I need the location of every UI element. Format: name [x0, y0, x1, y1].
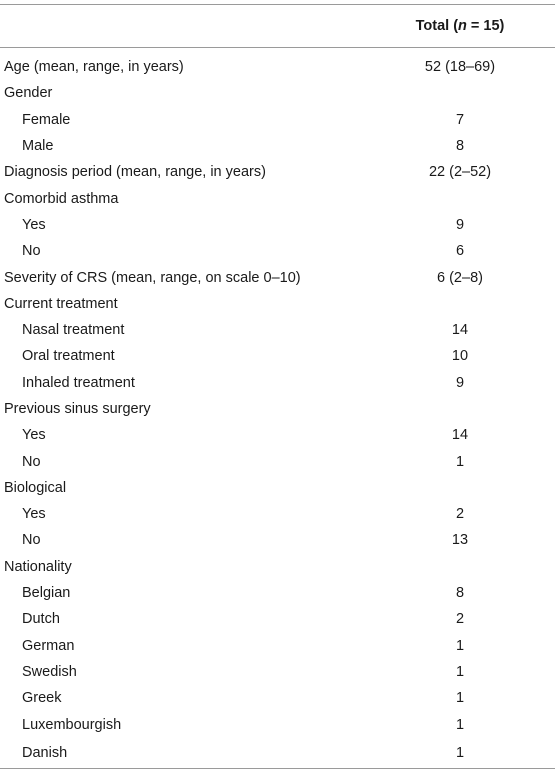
row-label: Previous sinus surgery — [4, 401, 151, 417]
row-value: 7 — [455, 111, 465, 128]
table-row — [0, 107, 555, 133]
table-row — [0, 659, 555, 685]
header-total-prefix: Total ( — [415, 18, 459, 34]
row-value — [365, 80, 555, 106]
table-row — [0, 711, 555, 737]
header-total-suffix: = 15) — [466, 18, 505, 34]
table-row — [0, 422, 555, 448]
row-label: Nationality — [4, 558, 72, 575]
demographics-table — [0, 4, 555, 769]
row-value: 8 — [455, 585, 465, 602]
table-row — [0, 370, 555, 396]
row-sublabel: Swedish — [22, 663, 77, 680]
table-row — [0, 238, 555, 264]
row-sublabel: Yes — [22, 216, 46, 233]
row-value: 22 (2–52) — [428, 164, 492, 181]
row-sublabel: No — [22, 532, 41, 549]
row-value: 9 — [455, 374, 465, 391]
table-row — [0, 396, 555, 422]
table-row — [0, 212, 555, 238]
row-value — [365, 291, 555, 317]
row-sublabel: Oral treatment — [22, 348, 115, 365]
row-value: 10 — [451, 348, 469, 365]
table-row — [0, 475, 555, 501]
row-value: 14 — [451, 322, 469, 339]
table-row — [0, 185, 555, 211]
table-row — [0, 685, 555, 711]
header-total-n: n — [458, 18, 467, 34]
row-sublabel: Inhaled treatment — [22, 374, 135, 391]
table-row — [0, 133, 555, 159]
row-value: 1 — [365, 738, 555, 769]
table-row — [0, 554, 555, 580]
table-row — [0, 291, 555, 317]
row-value — [365, 554, 555, 580]
row-sublabel: Nasal treatment — [22, 322, 125, 339]
row-value: 1 — [455, 690, 465, 707]
row-sublabel: Danish — [0, 738, 365, 769]
row-sublabel: Belgian — [22, 585, 71, 602]
row-value: 14 — [451, 427, 469, 444]
table-row — [0, 527, 555, 553]
row-label: Gender — [4, 85, 53, 102]
row-sublabel: Dutch — [22, 611, 60, 628]
table-row — [0, 80, 555, 106]
row-label: Age (mean, range, in years) — [4, 59, 184, 76]
table-row — [0, 580, 555, 606]
table-row — [0, 738, 555, 769]
row-label: Biological — [4, 479, 67, 496]
row-value: 2 — [455, 611, 465, 628]
row-value — [365, 185, 555, 211]
row-value: 1 — [455, 716, 465, 733]
table-body — [0, 48, 555, 769]
row-sublabel: No — [22, 453, 41, 470]
row-value: 9 — [455, 216, 465, 233]
header-total-cell — [365, 5, 555, 48]
row-value: 8 — [455, 138, 465, 155]
row-label: Comorbid asthma — [4, 190, 119, 207]
row-sublabel: Greek — [22, 690, 62, 707]
row-value: 52 (18–69) — [424, 59, 496, 76]
row-sublabel: Yes — [22, 427, 46, 444]
row-label: Current treatment — [4, 295, 118, 312]
row-value: 2 — [455, 506, 465, 523]
row-sublabel: German — [22, 637, 75, 654]
row-sublabel: Female — [22, 111, 71, 128]
row-value — [365, 396, 555, 422]
row-value: 6 — [455, 243, 465, 260]
table-row — [0, 633, 555, 659]
row-value: 13 — [451, 532, 469, 549]
row-sublabel: Luxembourgish — [22, 716, 122, 733]
row-label: Diagnosis period (mean, range, in years) — [4, 164, 266, 181]
row-value: 1 — [455, 663, 465, 680]
table-row — [0, 159, 555, 185]
table-header — [0, 5, 555, 48]
row-value — [365, 475, 555, 501]
table-row — [0, 317, 555, 343]
header-row — [0, 5, 555, 48]
table-row — [0, 606, 555, 632]
row-value: 6 (2–8) — [437, 269, 483, 286]
row-value: 1 — [455, 453, 465, 470]
table-row — [0, 448, 555, 474]
header-label-cell — [0, 5, 365, 48]
row-sublabel: No — [22, 243, 41, 260]
row-sublabel: Yes — [22, 506, 46, 523]
row-label: Severity of CRS (mean, range, on scale 0–10) — [4, 269, 301, 286]
table-row — [0, 48, 555, 81]
row-sublabel: Male — [22, 138, 54, 155]
row-value: 1 — [455, 637, 465, 654]
table-row — [0, 343, 555, 369]
table-row — [0, 264, 555, 290]
table-row — [0, 501, 555, 527]
